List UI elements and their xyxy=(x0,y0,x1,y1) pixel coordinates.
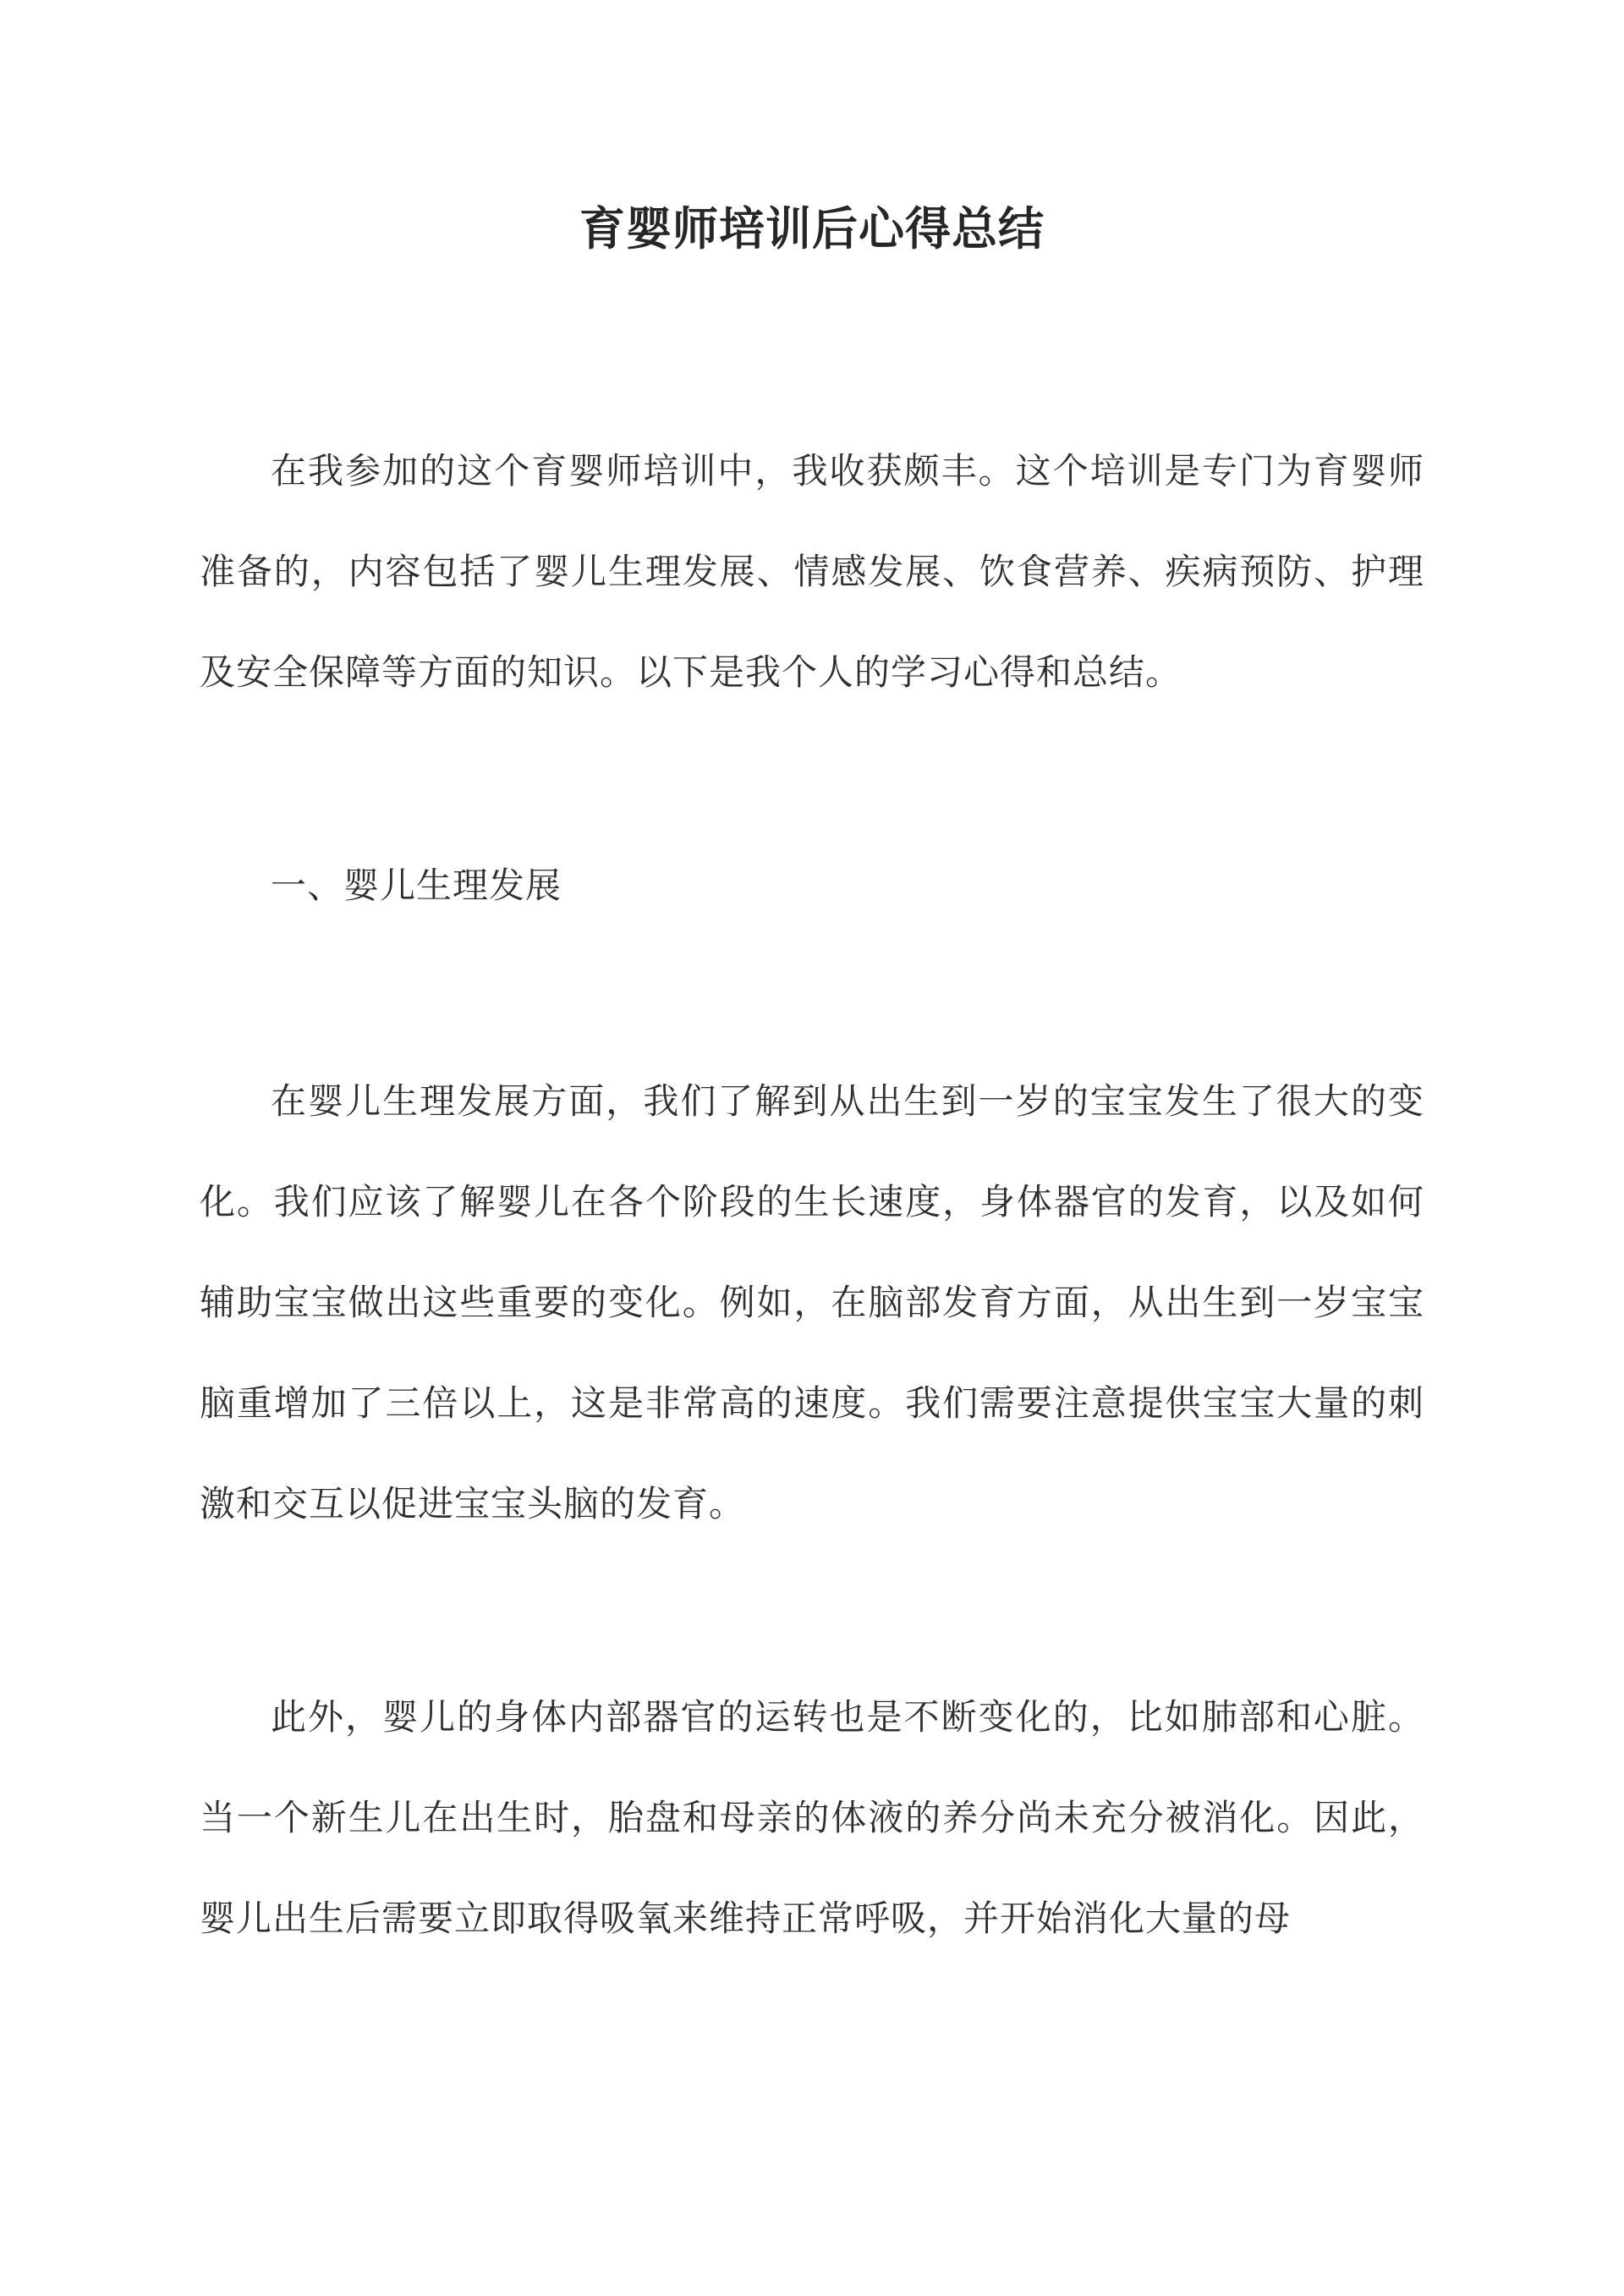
document-title: 育婴师培训后心得总结 xyxy=(579,201,1045,255)
section-heading-physiological-development: 一、婴儿生理发展 xyxy=(271,865,562,906)
paragraph-physiological-development: 在婴儿生理发展方面，我们了解到从出生到一岁的宝宝发生了很大的变化。我们应该了解婴儿在各个阶段的生长速度，身体器官的发育，以及如何辅助宝宝做出这些重要的变化。例如，在脑部发育方面，从出生到一岁宝宝脑重增加了三倍以上，这是非常高的速度。我们需要注意提供宝宝大量的刺激和交互以促进宝宝头脑的发育。 xyxy=(200,1080,1424,1524)
paragraph-internal-organs: 此外，婴儿的身体内部器官的运转也是不断变化的，比如肺部和心脏。当一个新生儿在出生时，胎盘和母亲的体液的养分尚未充分被消化。因此，婴儿出生后需要立即取得吸氧来维持正常呼吸，并开始消化大量的母 xyxy=(200,1696,1424,1939)
paragraph-intro: 在我参加的这个育婴师培训中，我收获颇丰。这个培训是专门为育婴师准备的，内容包括了婴儿生理发展、情感发展、饮食营养、疾病预防、护理及安全保障等方面的知识。以下是我个人的学习心得和总结。 xyxy=(200,450,1424,693)
